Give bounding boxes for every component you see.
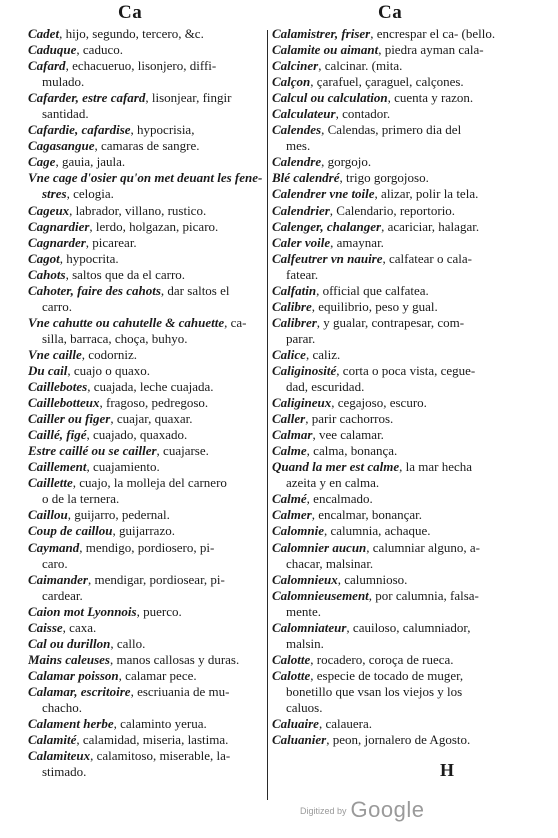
- entry-line: [28, 716, 268, 732]
- entry-line: [272, 475, 500, 491]
- entry-line: [28, 668, 268, 684]
- entry-line: [28, 267, 268, 283]
- entry-headword: Calamar poisson: [28, 667, 119, 683]
- entry-definition: , cuajo, la molleja del carnero: [72, 475, 227, 491]
- entry-definition: , trigo gorgojoso.: [339, 170, 429, 186]
- entry-definition: , rocadero, coroça de rueca.: [310, 651, 454, 667]
- entry-headword: Calçon: [272, 74, 311, 90]
- entry-line: [28, 491, 268, 507]
- entry-definition: malsin.: [286, 635, 324, 651]
- entry-headword: Cafard: [28, 58, 66, 74]
- entry-headword: Calamité: [28, 732, 77, 748]
- entry-headword: Calendrer vne toile: [272, 186, 375, 202]
- entry-line: [28, 42, 268, 58]
- entry-definition: , especie de tocado de muger,: [310, 667, 464, 683]
- entry-definition: , fragoso, pedregoso.: [99, 395, 209, 411]
- entry-definition: , parir cachorros.: [305, 411, 394, 427]
- entry-definition: , guijarro, pedernal.: [67, 507, 170, 523]
- entry-definition: fatear.: [286, 266, 319, 282]
- entry-definition: , encrespar el ca- (bello.: [370, 26, 496, 41]
- entry-line: [272, 507, 500, 523]
- entry-headword: Caillou: [28, 507, 68, 523]
- entry-definition: , puerco.: [136, 603, 182, 619]
- entry-headword: Calotte: [272, 651, 311, 667]
- entry-headword: Caisse: [28, 619, 63, 635]
- entry-headword: Caillebotes: [28, 379, 88, 395]
- entry-definition: , calumniar alguno, a-: [366, 539, 480, 555]
- entry-definition: bonetillo que vsan los viejos y los: [286, 683, 463, 699]
- entry-headword: Cal ou durillon: [28, 635, 111, 651]
- entry-definition: , camaras de sangre.: [94, 138, 200, 154]
- entry-definition: , cegajoso, escuro.: [331, 395, 427, 411]
- entry-definition: , caliz.: [305, 346, 341, 362]
- entry-headword: Cage: [28, 154, 56, 170]
- entry-definition: , guijarrazo.: [112, 523, 175, 539]
- entry-definition: , picarear.: [85, 234, 137, 250]
- entry-headword: Caduque: [28, 42, 77, 58]
- entry-definition: , calcinar. (mita.: [318, 58, 403, 74]
- entry-line: [272, 523, 500, 539]
- entry-line: [28, 604, 268, 620]
- entry-definition: , por calumnia, falsa-: [368, 587, 479, 603]
- entry-definition: , gauia, jaula.: [55, 154, 126, 170]
- entry-line: [28, 395, 268, 411]
- entry-definition: , labrador, villano, rustico.: [69, 202, 207, 218]
- entry-definition: , lerdo, holgazan, picaro.: [89, 218, 219, 234]
- entry-headword: Calculateur: [272, 106, 336, 122]
- entry-definition: , lisonjear, fingir: [145, 90, 232, 106]
- entry-headword: Caller: [272, 411, 306, 427]
- entry-line: [272, 219, 500, 235]
- entry-definition: , official que calfatea.: [316, 282, 429, 298]
- entry-headword: Calomnieux: [272, 571, 338, 587]
- entry-line: [272, 90, 500, 106]
- entry-definition: o de la ternera.: [42, 491, 120, 507]
- entry-line: [272, 235, 500, 251]
- running-head-left: Ca: [118, 2, 143, 23]
- entry-definition: stimado.: [42, 764, 87, 780]
- entry-definition: , cuajado, quaxado.: [86, 427, 188, 443]
- entry-definition: , encalmado.: [306, 491, 373, 507]
- entry-headword: Cadet: [28, 26, 60, 41]
- entry-line: [272, 42, 500, 58]
- entry-line: [272, 395, 500, 411]
- entry-line: [272, 716, 500, 732]
- entry-line: [28, 379, 268, 395]
- entry-definition: , Calendario, reportorio.: [329, 202, 456, 218]
- entry-line: [28, 684, 268, 700]
- entry-headword: Caimander: [28, 571, 88, 587]
- right-column: [272, 26, 500, 748]
- entry-line: [272, 379, 500, 395]
- entry-definition: cardear.: [42, 587, 83, 603]
- entry-line: [28, 299, 268, 315]
- entry-headword: Calamistrer, friser: [272, 26, 371, 41]
- entry-headword: Caluanier: [272, 732, 327, 748]
- entry-line: [272, 668, 500, 684]
- entry-definition: , dar saltos el: [160, 282, 230, 298]
- entry-line: [28, 475, 268, 491]
- entry-definition: caro.: [42, 555, 68, 571]
- entry-definition: , hijo, segundo, tercero, &c.: [59, 26, 204, 41]
- entry-headword: Caymand: [28, 539, 80, 555]
- entry-definition: , calumnia, achaque.: [324, 523, 431, 539]
- entry-line: [28, 154, 268, 170]
- entry-line: [272, 331, 500, 347]
- entry-line: [272, 604, 500, 620]
- entry-line: [272, 122, 500, 138]
- entry-line: [28, 556, 268, 572]
- entry-headword: Calciner: [272, 58, 319, 74]
- entry-definition: , y gualar, contrapesar, com-: [316, 314, 465, 330]
- entry-definition: mes.: [286, 138, 311, 154]
- entry-definition: carro.: [42, 298, 72, 314]
- entry-definition: , cuajo o quaxo.: [67, 362, 151, 378]
- left-column: [28, 26, 268, 780]
- entry-line: [28, 138, 268, 154]
- entry-headword: Cagnardier: [28, 218, 90, 234]
- entry-definition: parar.: [286, 330, 316, 346]
- entry-definition: , cuajarse.: [156, 443, 209, 459]
- entry-headword: Caillebotteux: [28, 395, 100, 411]
- entry-line: [28, 620, 268, 636]
- entry-headword: Caligineux: [272, 395, 332, 411]
- entry-line: [272, 315, 500, 331]
- entry-line: [28, 122, 268, 138]
- entry-headword: Caler voile: [272, 234, 331, 250]
- entry-line: [272, 251, 500, 267]
- entry-line: [28, 90, 268, 106]
- entry-definition: azeita y en calma.: [286, 475, 380, 491]
- entry-definition: , saltos que da el carro.: [65, 266, 186, 282]
- entry-definition: mente.: [286, 603, 322, 619]
- entry-definition: , caxa.: [62, 619, 97, 635]
- entry-line: [272, 299, 500, 315]
- entry-line: [28, 26, 268, 42]
- entry-headword: Coup de caillou: [28, 523, 113, 539]
- entry-line: [28, 523, 268, 539]
- entry-headword: Calenger, chalanger: [272, 218, 382, 234]
- watermark-small-text: Digitized by: [300, 806, 347, 816]
- entry-definition: , contador.: [335, 106, 391, 122]
- entry-definition: , callo.: [110, 635, 146, 651]
- entry-line: [28, 283, 268, 299]
- entry-headword: Calibrer: [272, 314, 317, 330]
- entry-line: [28, 315, 268, 331]
- entry-line: [272, 491, 500, 507]
- entry-definition: , calamitoso, miserable, la-: [90, 748, 231, 764]
- entry-line: [272, 652, 500, 668]
- entry-definition: , Calendas, primero dia del: [321, 122, 462, 138]
- entry-headword: Calamiteux: [28, 748, 91, 764]
- entry-definition: santidad.: [42, 106, 89, 122]
- entry-line: [272, 26, 500, 42]
- entry-headword: Calomnier aucun: [272, 539, 367, 555]
- entry-headword: Caion mot Lyonnois: [28, 603, 137, 619]
- entry-line: [272, 572, 500, 588]
- entry-line: [272, 267, 500, 283]
- entry-line: [28, 106, 268, 122]
- entry-line: [28, 363, 268, 379]
- entry-definition: , alizar, polir la tela.: [374, 186, 479, 202]
- entry-line: [272, 620, 500, 636]
- entry-headword: Cahoter, faire des cahots: [28, 282, 161, 298]
- entry-headword: Calomniateur: [272, 619, 347, 635]
- entry-headword: Cageux: [28, 202, 70, 218]
- entry-definition: , mendigar, pordiosear, pi-: [87, 571, 225, 587]
- entry-line: [272, 138, 500, 154]
- entry-line: [272, 347, 500, 363]
- entry-headword: Calfeutrer vn nauire: [272, 250, 383, 266]
- entry-line: [272, 443, 500, 459]
- entry-line: [28, 427, 268, 443]
- entry-definition: caluos.: [286, 699, 323, 715]
- entry-line: [272, 636, 500, 652]
- entry-definition: , cauiloso, calumniador,: [346, 619, 471, 635]
- entry-line: [28, 732, 268, 748]
- entry-headword: Vne cage d'osier qu'on met deuant les fene-: [28, 170, 263, 186]
- entry-headword: Calomnie: [272, 523, 325, 539]
- entry-headword: stres: [42, 186, 67, 202]
- entry-headword: Calendes: [272, 122, 322, 138]
- entry-headword: Cagot: [28, 250, 60, 266]
- entry-headword: Calcul ou calculation: [272, 90, 388, 106]
- entry-line: [28, 540, 268, 556]
- entry-headword: Calendrier: [272, 202, 330, 218]
- entry-headword: Cagasangue: [28, 138, 95, 154]
- entry-headword: Cailler ou figer: [28, 411, 111, 427]
- entry-line: [28, 652, 268, 668]
- entry-definition: , peon, jornalero de Agosto.: [326, 732, 471, 748]
- entry-definition: , cuajada, leche cuajada.: [87, 379, 214, 395]
- entry-headword: Calamite ou aimant: [272, 42, 379, 58]
- entry-headword: Calice: [272, 346, 306, 362]
- entry-headword: Calomnieusement: [272, 587, 369, 603]
- entry-definition: , ca-: [224, 314, 247, 330]
- entry-line: [28, 572, 268, 588]
- entry-line: [272, 106, 500, 122]
- entry-line: [28, 748, 268, 764]
- entry-line: [28, 636, 268, 652]
- entry-line: [272, 700, 500, 716]
- entry-definition: , calfatear o cala-: [382, 250, 472, 266]
- entry-headword: Cagnarder: [28, 234, 86, 250]
- entry-definition: , hypocrita.: [59, 250, 119, 266]
- entry-definition: , calauera.: [318, 716, 373, 732]
- entry-line: [272, 556, 500, 572]
- entry-line: [28, 251, 268, 267]
- entry-line: [272, 684, 500, 700]
- entry-headword: Quand la mer est calme: [272, 459, 400, 475]
- entry-definition: , caduco.: [76, 42, 123, 58]
- entry-headword: Caillé, figé: [28, 427, 87, 443]
- entry-headword: Mains caleuses: [28, 651, 110, 667]
- entry-definition: , encalmar, bonançar.: [311, 507, 423, 523]
- entry-headword: Calament herbe: [28, 716, 114, 732]
- entry-line: [272, 363, 500, 379]
- entry-line: [28, 58, 268, 74]
- entry-line: [28, 588, 268, 604]
- entry-headword: Caliginosité: [272, 362, 337, 378]
- entry-line: [272, 74, 500, 90]
- column-divider: [267, 30, 268, 800]
- entry-line: [28, 459, 268, 475]
- entry-definition: , calamidad, miseria, lastima.: [76, 732, 229, 748]
- entry-headword: Estre caillé ou se cailler: [28, 443, 157, 459]
- entry-headword: Calendre: [272, 154, 322, 170]
- entry-definition: , piedra ayman cala-: [378, 42, 484, 58]
- entry-definition: , calamar pece.: [118, 667, 197, 683]
- entry-headword: Calamar, escritoire: [28, 683, 131, 699]
- entry-headword: Vne cahutte ou cahutelle & cahuette: [28, 314, 225, 330]
- entry-definition: , acariciar, halagar.: [381, 218, 480, 234]
- watermark-logo-text: Google: [350, 797, 425, 822]
- entry-line: [28, 507, 268, 523]
- entry-headword: Caillette: [28, 475, 73, 491]
- entry-definition: silla, barraca, choça, buhyo.: [42, 330, 188, 346]
- entry-headword: Calme: [272, 443, 307, 459]
- entry-definition: , corta o poca vista, cegue-: [336, 362, 476, 378]
- entry-headword: Cahots: [28, 266, 66, 282]
- entry-headword: Blé calendré: [272, 170, 340, 186]
- digitized-by-google-watermark: [300, 797, 424, 823]
- entry-line: [28, 170, 268, 186]
- entry-definition: chacar, malsinar.: [286, 555, 374, 571]
- entry-line: [28, 235, 268, 251]
- entry-definition: , calaminto yerua.: [113, 716, 207, 732]
- entry-line: [272, 203, 500, 219]
- entry-line: [272, 588, 500, 604]
- entry-line: [272, 58, 500, 74]
- entry-headword: Calibre: [272, 298, 312, 314]
- entry-line: [28, 700, 268, 716]
- entry-line: [28, 443, 268, 459]
- entry-definition: , escriuania de mu-: [130, 683, 230, 699]
- entry-headword: Vne caille: [28, 346, 82, 362]
- entry-line: [272, 186, 500, 202]
- entry-headword: Calfatin: [272, 282, 317, 298]
- entry-headword: Calmé: [272, 491, 307, 507]
- entry-definition: , çarafuel, çaraguel, calçones.: [310, 74, 464, 90]
- entry-definition: chacho.: [42, 699, 83, 715]
- entry-headword: Calmar: [272, 427, 313, 443]
- entry-definition: , echacueruo, lisonjero, diffi-: [65, 58, 217, 74]
- entry-definition: , manos callosas y duras.: [109, 651, 240, 667]
- entry-line: [272, 540, 500, 556]
- entry-line: [272, 732, 500, 748]
- entry-line: [272, 411, 500, 427]
- entry-definition: , vee calamar.: [312, 427, 384, 443]
- entry-line: [272, 283, 500, 299]
- entry-definition: , mendigo, pordiosero, pi-: [79, 539, 215, 555]
- entry-definition: , cuajamiento.: [86, 459, 160, 475]
- entry-definition: , la mar hecha: [399, 459, 473, 475]
- entry-line: [272, 170, 500, 186]
- entry-headword: Calotte: [272, 667, 311, 683]
- catchword: H: [440, 760, 455, 780]
- entry-line: [28, 347, 268, 363]
- entry-definition: , calma, bonança.: [306, 443, 398, 459]
- entry-line: [272, 427, 500, 443]
- entry-line: [272, 459, 500, 475]
- entry-definition: , celogia.: [66, 186, 114, 202]
- entry-line: [28, 186, 268, 202]
- running-head-right: Ca: [378, 2, 403, 23]
- entry-line: [28, 74, 268, 90]
- entry-definition: , equilibrio, peso y gual.: [311, 298, 438, 314]
- entry-headword: Du cail: [28, 362, 68, 378]
- entry-headword: Calmer: [272, 507, 312, 523]
- entry-line: [28, 203, 268, 219]
- entry-definition: , cuajar, quaxar.: [110, 411, 193, 427]
- entry-line: [272, 154, 500, 170]
- entry-headword: Caluaire: [272, 716, 319, 732]
- entry-line: [28, 411, 268, 427]
- entry-line: [28, 219, 268, 235]
- entry-line: [28, 764, 268, 780]
- entry-definition: , codorniz.: [81, 346, 138, 362]
- entry-definition: , cuenta y razon.: [387, 90, 474, 106]
- entry-definition: , gorgojo.: [321, 154, 372, 170]
- entry-headword: Cafarder, estre cafard: [28, 90, 146, 106]
- entry-definition: , hypocrisia,: [130, 122, 195, 138]
- entry-definition: mulado.: [42, 74, 85, 90]
- entry-definition: dad, escuridad.: [286, 379, 365, 395]
- entry-headword: Cafardie, cafardise: [28, 122, 131, 138]
- entry-line: [28, 331, 268, 347]
- entry-definition: , amaynar.: [330, 234, 384, 250]
- entry-headword: Caillement: [28, 459, 87, 475]
- entry-definition: , calumnioso.: [337, 571, 408, 587]
